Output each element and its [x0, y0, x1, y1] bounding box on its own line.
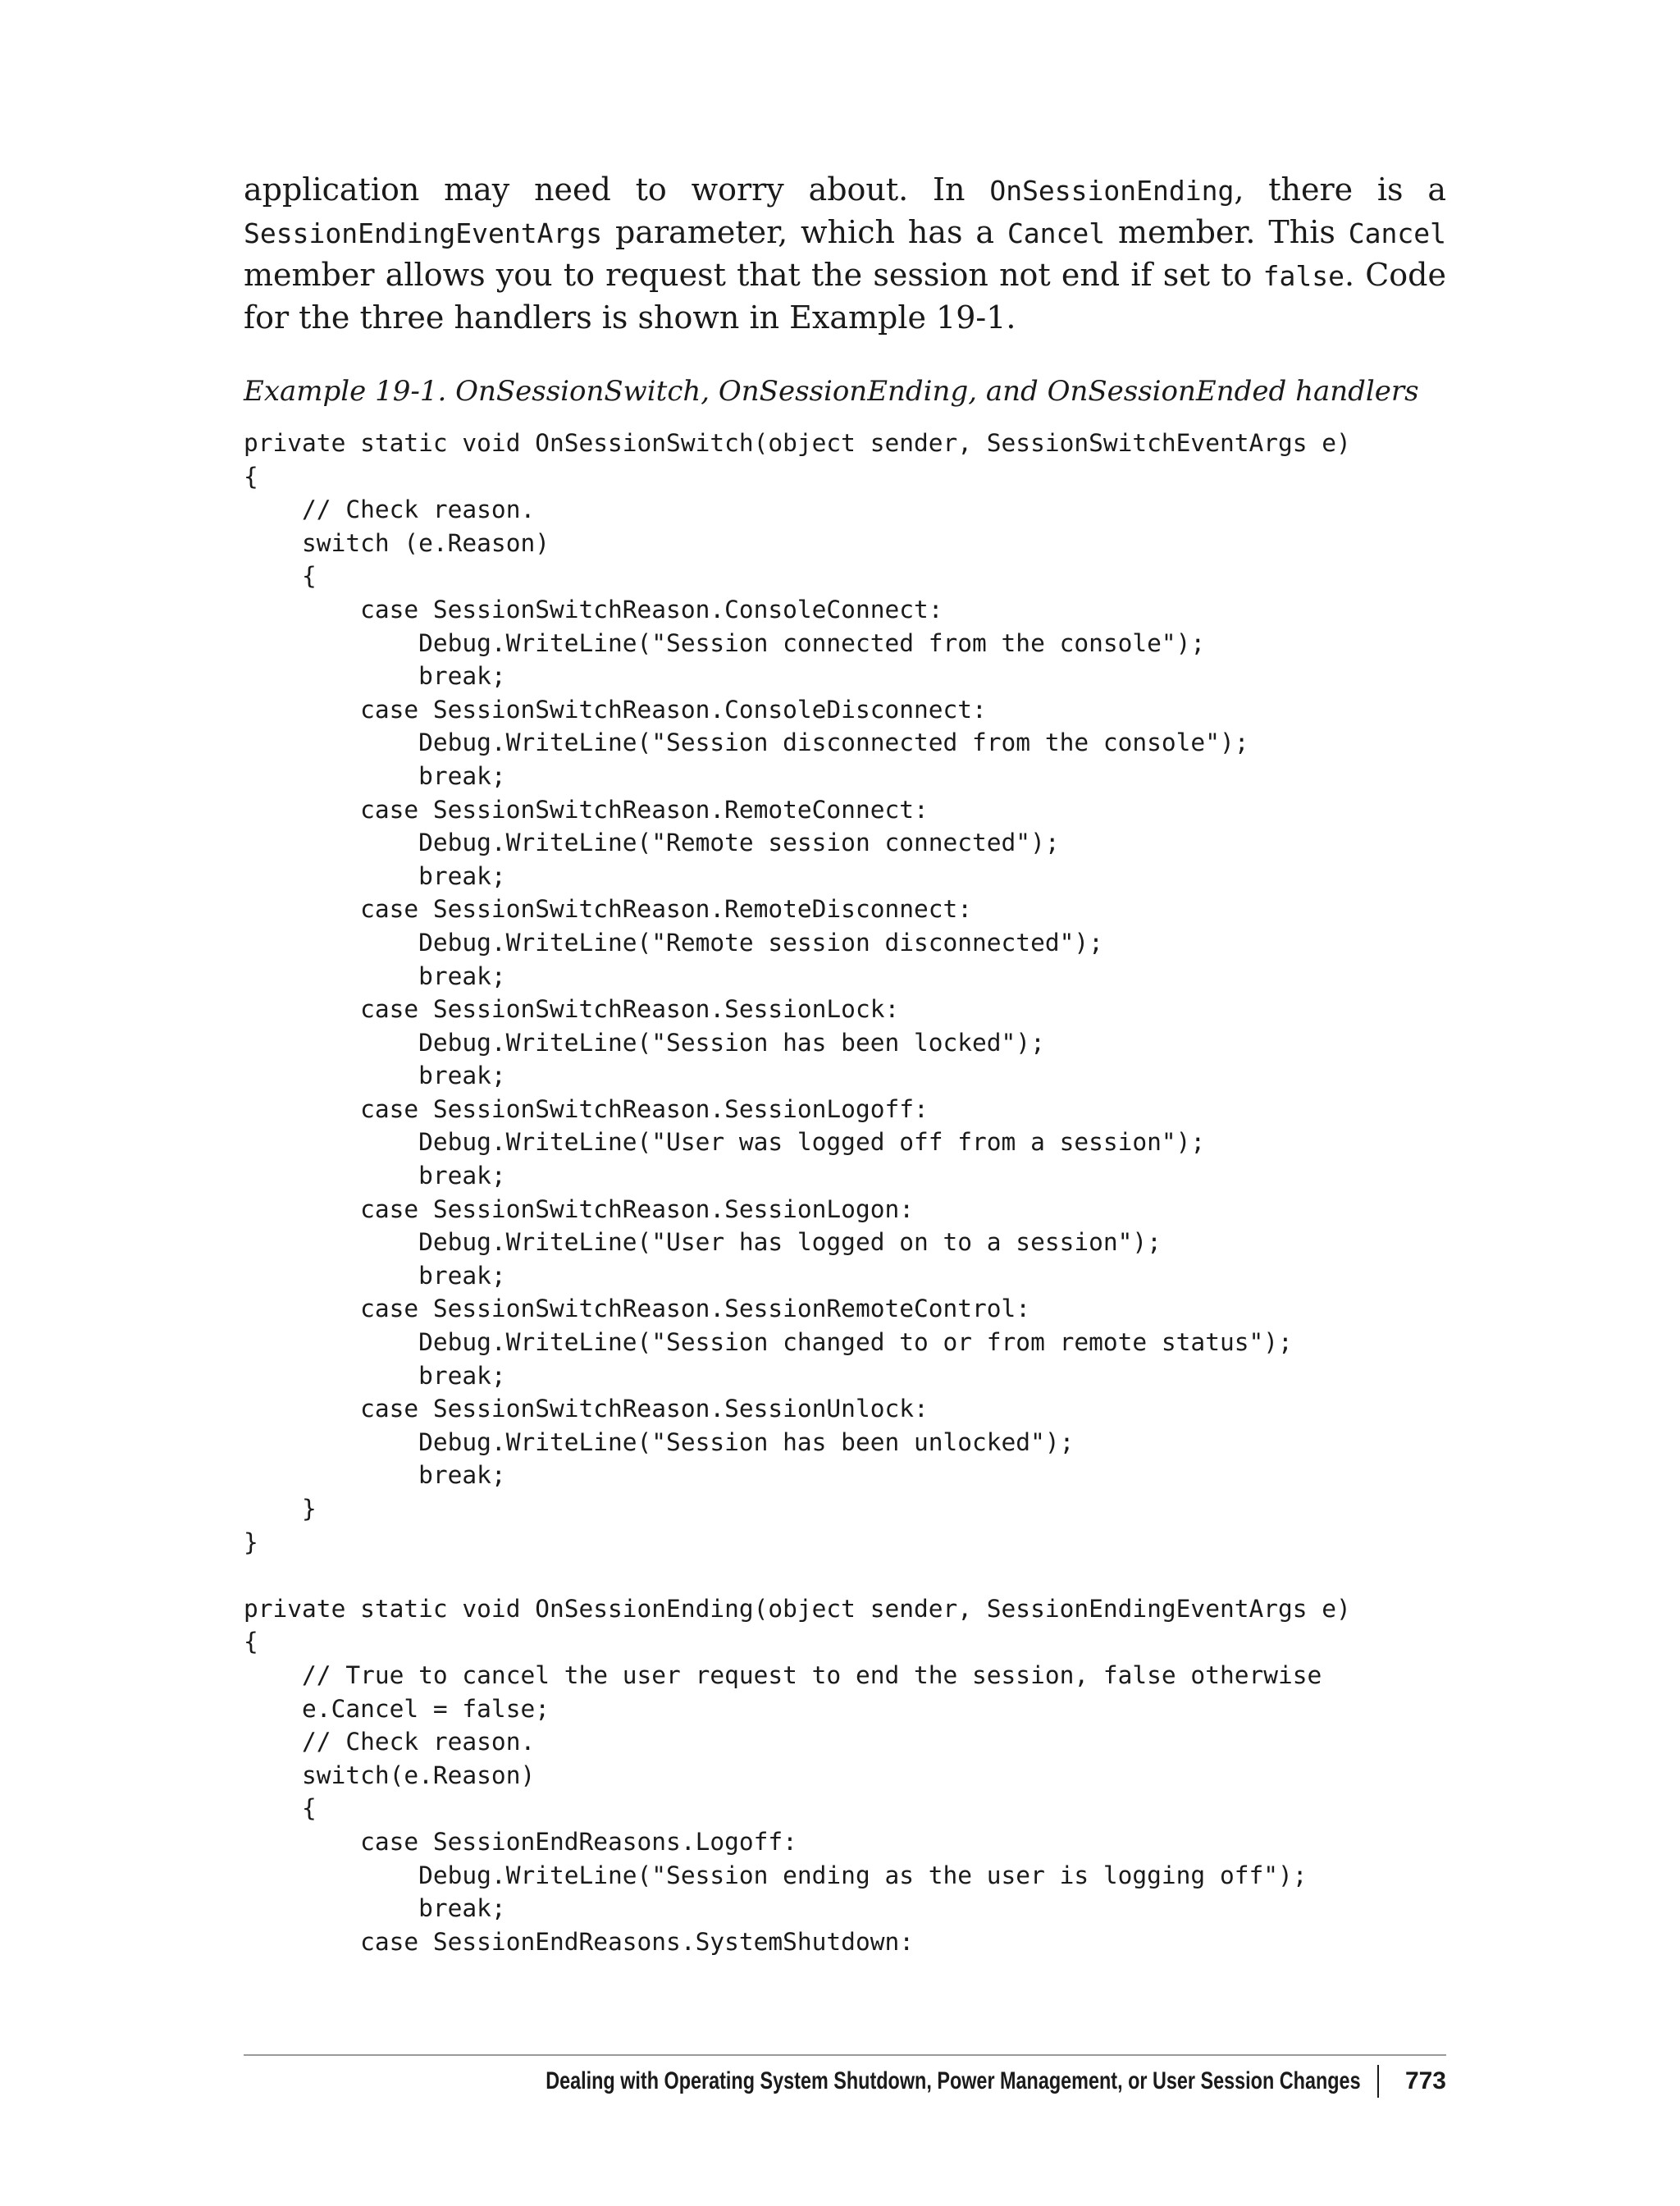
inline-code: false: [1262, 260, 1344, 292]
code-line: break;: [244, 961, 506, 990]
code-line: Debug.WriteLine("Remote session disconnected");: [244, 928, 1103, 957]
code-line: e.Cancel = false;: [244, 1694, 550, 1723]
code-line: // True to cancel the user request to end the session, false otherwise: [244, 1660, 1322, 1689]
inline-code: SessionEndingEventArgs: [244, 217, 603, 249]
code-line: Debug.WriteLine("Session has been unlocked");: [244, 1427, 1075, 1456]
footer-chapter-title: Dealing with Operating System Shutdown, Power Management, or User Session Changes: [546, 2067, 1361, 2094]
code-line: case SessionSwitchReason.RemoteDisconnect:: [244, 895, 973, 924]
intro-text: member allows you to request that the session not end if set to: [244, 257, 1263, 293]
code-line: Debug.WriteLine("User was logged off from a session");: [244, 1128, 1206, 1157]
code-line: private static void OnSessionSwitch(object sender, SessionSwitchEventArgs e): [244, 429, 1351, 457]
code-line: break;: [244, 1361, 506, 1390]
code-line: case SessionSwitchReason.ConsoleDisconnect:: [244, 695, 987, 724]
code-line: case SessionSwitchReason.SessionLock:: [244, 995, 900, 1024]
code-line: private static void OnSessionEnding(object sender, SessionEndingEventArgs e): [244, 1594, 1351, 1623]
code-line: Debug.WriteLine("User has logged on to a session");: [244, 1228, 1162, 1257]
code-line: case SessionEndReasons.SystemShutdown:: [244, 1927, 914, 1956]
code-line: break;: [244, 861, 506, 890]
code-line: switch(e.Reason): [244, 1761, 536, 1789]
code-line: break;: [244, 1461, 506, 1490]
code-line: {: [244, 462, 258, 491]
code-line: {: [244, 1794, 317, 1823]
code-line: switch (e.Reason): [244, 528, 550, 557]
code-line: case SessionSwitchReason.SessionUnlock:: [244, 1395, 929, 1423]
intro-paragraph: [244, 169, 1446, 339]
code-line: case SessionSwitchReason.SessionLogon:: [244, 1194, 914, 1223]
inline-code: OnSessionEnding: [989, 175, 1235, 207]
code-line: case SessionSwitchReason.SessionRemoteControl:: [244, 1295, 1031, 1323]
code-line: {: [244, 1628, 258, 1656]
intro-text: application may need to worry about. In: [244, 171, 990, 208]
code-line: Debug.WriteLine("Session disconnected from the console");: [244, 728, 1249, 757]
code-line: [244, 1559, 1446, 1592]
page-number: 773: [1404, 2067, 1446, 2094]
code-line: }: [244, 1495, 317, 1523]
code-line: Debug.WriteLine("Session has been locked");: [244, 1028, 1045, 1057]
code-line: case SessionSwitchReason.RemoteConnect:: [244, 795, 929, 824]
code-line: Debug.WriteLine("Session ending as the user is logging off");: [244, 1861, 1308, 1889]
footer-divider: [244, 2054, 1446, 2056]
code-line: // Check reason.: [244, 1728, 536, 1756]
code-line: {: [244, 562, 317, 591]
code-line: }: [244, 1528, 258, 1556]
intro-text: . Code for the three handlers is shown in Example 19-1.: [244, 257, 1446, 336]
code-line: case SessionEndReasons.Logoff:: [244, 1827, 797, 1856]
inline-code: Cancel: [1007, 217, 1106, 249]
code-line: break;: [244, 1894, 506, 1923]
intro-text: , there is a: [1234, 171, 1446, 208]
code-line: break;: [244, 1062, 506, 1090]
code-line: Debug.WriteLine("Session changed to or from remote status");: [244, 1328, 1293, 1357]
code-line: break;: [244, 1261, 506, 1290]
code-line: // Check reason.: [244, 496, 536, 524]
code-line: break;: [244, 662, 506, 691]
code-line: break;: [244, 761, 506, 790]
footer-separator: [1377, 2065, 1379, 2098]
code-line: case SessionSwitchReason.ConsoleConnect:: [244, 595, 943, 623]
code-line: Debug.WriteLine("Session connected from the console");: [244, 628, 1206, 657]
code-line: case SessionSwitchReason.SessionLogoff:: [244, 1094, 929, 1123]
example-caption: Example 19-1. OnSessionSwitch, OnSessionEnding, and OnSessionEnded handlers: [244, 375, 1419, 408]
intro-text: member. This: [1105, 214, 1349, 250]
inline-code: Cancel: [1348, 217, 1446, 249]
code-line: break;: [244, 1162, 506, 1190]
running-footer: [244, 2061, 1446, 2102]
code-line: Debug.WriteLine("Remote session connected");: [244, 829, 1060, 857]
code-listing: [244, 427, 1446, 1958]
intro-text: parameter, which has a: [602, 214, 1007, 250]
